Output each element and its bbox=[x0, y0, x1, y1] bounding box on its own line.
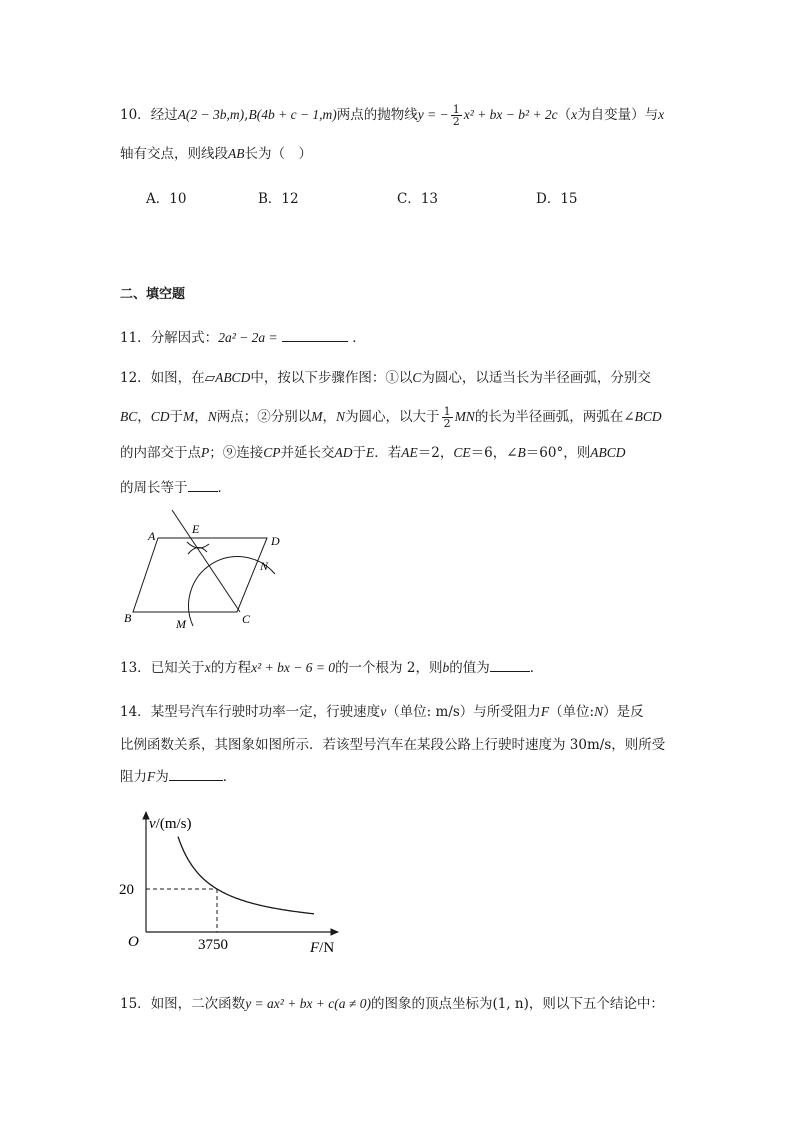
label-a: A bbox=[148, 529, 156, 543]
q14-line2: 比例函数关系，其图象如图所示．若该型号汽车在某段公路上行驶时速度为 30m/s，则所受 bbox=[120, 737, 666, 753]
label-n: N bbox=[260, 559, 269, 573]
label-e: E bbox=[192, 522, 200, 536]
y-axis-label: v/(m/s) bbox=[149, 816, 192, 832]
q10-fraction: $\frac{1}{2}$ bbox=[452, 103, 460, 128]
parallelogram-abcd bbox=[133, 538, 267, 612]
q10-line2: 轴有交点，则线段AB长为（ ） bbox=[120, 146, 312, 162]
q10-option-a: A．10 bbox=[146, 191, 187, 207]
label-c: C bbox=[242, 612, 251, 626]
q14-graph bbox=[110, 808, 360, 958]
origin-label: O bbox=[128, 934, 139, 950]
q12-answer-blank bbox=[188, 477, 218, 492]
q12-line1: 12．如图，在▱ABCD中，按以下步骤作图：①以C为圆心，以适当长为半径画弧，分别交 bbox=[120, 370, 651, 386]
q10-option-b: B．12 bbox=[258, 191, 299, 207]
label-b: B bbox=[124, 611, 132, 625]
q12-fraction: $\frac{1}{2}$ bbox=[443, 405, 451, 430]
q12-figure bbox=[110, 508, 310, 638]
q10-line1: 10．经过A(2 − 3b,m),B(4b + c − 1,m)两点的抛物线y = − $\frac{1}{2}$ x² + bx − b² + 2c（x为自变量）与x bbox=[120, 103, 665, 128]
q13-line: 13．已知关于x的方程x² + bx − 6 = 0的一个根为 2，则b的值为 ． bbox=[120, 657, 543, 678]
q13-answer-blank bbox=[490, 657, 530, 672]
y-tick-label: 20 bbox=[119, 882, 134, 898]
line-ce bbox=[172, 510, 240, 612]
q14-line3: 阻力F为 ． bbox=[120, 766, 236, 787]
q14-answer-blank bbox=[169, 766, 223, 781]
q15-line: 15．如图，二次函数y = ax² + bx + c(a ≠ 0)的图象的顶点坐标为(1, n)，则以下五个结论中： bbox=[120, 996, 664, 1012]
q10-option-d: D．15 bbox=[536, 191, 578, 207]
inverse-curve bbox=[178, 837, 314, 914]
label-d: D bbox=[271, 534, 280, 548]
label-m: M bbox=[176, 617, 186, 631]
q12-line4: 的周长等于 ． bbox=[120, 477, 231, 498]
q14-line1: 14．某型号汽车行驶时功率一定，行驶速度v（单位: m/s）与所受阻力F（单位:N）是反 bbox=[120, 704, 644, 720]
q11-answer-blank bbox=[282, 327, 348, 342]
q12-line2: BC，CD于M，N两点；②分别以M，N为圆心，以大于 $\frac{1}{2}$ MN的长为半径画弧，两弧在∠BCD bbox=[120, 405, 662, 430]
section-title: 二、填空题 bbox=[120, 287, 186, 302]
x-axis-label: F/N bbox=[310, 940, 335, 956]
q10-option-c: C．13 bbox=[397, 191, 439, 207]
q12-line3: 的内部交于点P；⑨连接CP并延长交AD于E．若AE＝2，CE＝6，∠B＝60°，则ABCD bbox=[120, 445, 626, 461]
x-tick-label: 3750 bbox=[198, 937, 228, 953]
q11-line: 11．分解因式：2a² − 2a = ． bbox=[120, 327, 366, 348]
